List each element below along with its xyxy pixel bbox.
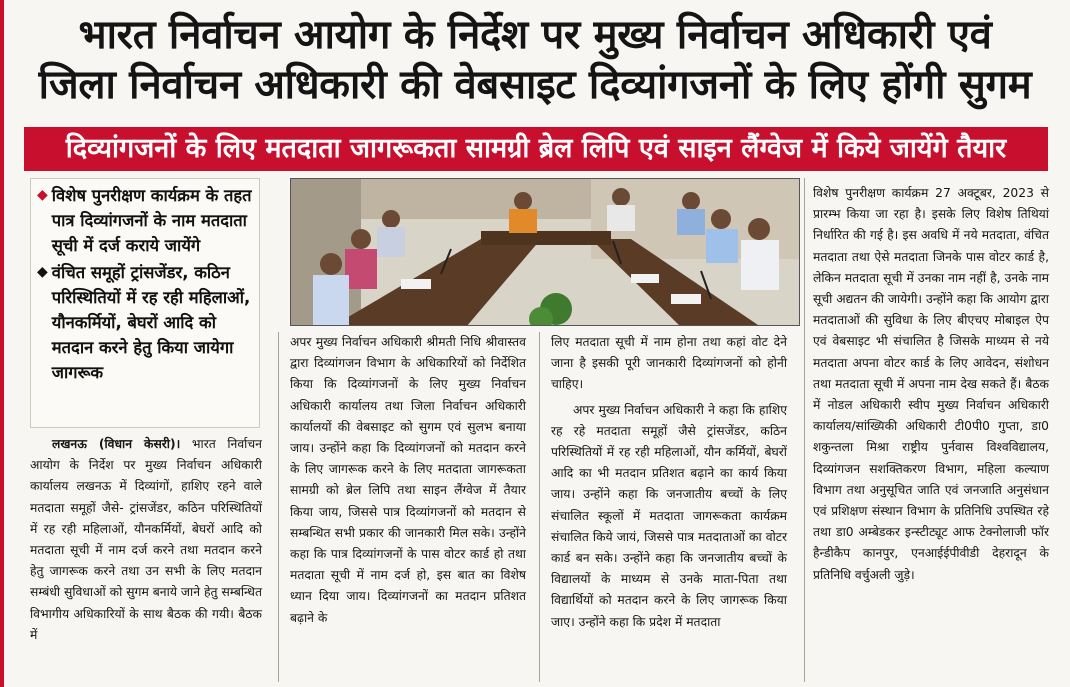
- article-column-2: [290, 332, 526, 629]
- subheadline-banner: दिव्यांगजनों के लिए मतदाता जागरूकता सामग्री ब्रेल लिपि एवं साइन लैंग्वेज में किये जायेंगे तैयार: [24, 127, 1048, 171]
- headline: [10, 10, 1060, 110]
- article-paragraph: [551, 400, 787, 633]
- article-column-4: [813, 183, 1049, 586]
- column-rule: [278, 332, 279, 682]
- highlight-text: वंचित समूहों ट्रांसजेंडर, कठिन परिस्थितियों में रह रही महिलाओं, यौनकर्मियों, बेघरों आदि को मतदान करने हेतु किया जायेगा जागरूक: [51, 263, 251, 382]
- meeting-photo: [290, 178, 800, 326]
- article-text: लिए मतदाता सूची में नाम होना तथा कहां वोट देने जाना है इसकी पूरी जानकारी दिव्यांगजनों को होनी चाहिए।: [551, 335, 787, 392]
- column-rule: [539, 332, 540, 682]
- highlight-text: विशेष पुनरीक्षण कार्यक्रम के तहत पात्र दिव्यांगजनों के नाम मतदाता सूची में दर्ज कराये जायेंगे: [51, 186, 252, 255]
- headline-line-1: भारत निर्वाचन आयोग के निर्देश पर मुख्य निर्वाचन अधिकारी एवं: [78, 12, 992, 58]
- byline: लखनऊ (विधान केसरी)।: [52, 437, 181, 451]
- article-text: भारत निर्वाचन आयोग के निर्देश पर मुख्य निर्वाचन अधिकारी कार्यालय लखनऊ में दिव्यांगों, हाशिए रहने वाले मतदाता समूहों जैसे- ट्रांसजेंडर, कठिन परिस्थितियों में रह रही महिलाओं, यौनकर्मियों, बेघरों आदि को मतदाता सूची में नाम दर्ज करने तथा मतदान करने हेतु जागरूक करने तथा उन सभी के लिए मतदान सम्बंधी सुविधाओं को सुगम बनाये जाने हेतु सम्बन्धित विभागीय अधिकारियों के साथ बैठक की गयी। बैठक में: [30, 437, 262, 642]
- left-accent-bar: [0, 0, 4, 687]
- article-text: अपर मुख्य निर्वाचन अधिकारी ने कहा कि हाशिए रह रहे मतदाता समूहों जैसे ट्रांसजेंडर, कठिन परिस्थितियों में रह रही महिलाओं, यौन कर्मियों, बेघरों आदि का भी मतदान प्रतिशत बढ़ाने का कार्य किया जाय। उन्होंने कहा कि जनजातीय बच्चों के लिए संचालित स्कूलों में मतदाता जागरूकता कार्यक्रम संचालित किये जायं, जिससे पात्र मतदाताओं का वोटर कार्ड बन सके। उन्होंने कहा कि जनजातीय बच्चों के विद्यालयों के माध्यम से उनके माता-पिता तथा विद्यार्थियों को मतदान करने के लिए जागरूक किया जाए। उन्होंने कहा कि प्रदेश में मतदाता: [551, 402, 787, 629]
- headline-line-2: जिला निर्वाचन अधिकारी की वेबसाइट दिव्यांगजनों के लिए होंगी सुगम: [38, 62, 1032, 108]
- highlight-item: [37, 183, 253, 258]
- article-text: अपर मुख्य निर्वाचन अधिकारी श्रीमती निधि श्रीवास्तव द्वारा दिव्यांगजन विभाग के अधिकारियों को निर्देशित किया कि दिव्यांगजनों के लिए मुख्य निर्वाचन अधिकारी कार्यालय तथा जिला निर्वाचन अधिकारी कार्यालयों की वेबसाइट को सुगम एवं सुलभ बनाया जाय। उन्होंने कहा कि दिव्यांगजनों को मतदान करने के लिए जागरूक करने के लिए मतदाता जागरूकता सामग्री को ब्रेल लिपि तथा साइन लैंग्वेज में तैयार किया जाय, जिससे पात्र दिव्यांगजनों को मतदान से सम्बन्धित सभी प्रकार की जानकारी मिल सके। उन्होंने कहा कि पात्र दिव्यांगजनों के पास वोटर कार्ड हो तथा मतदाता सूची में नाम दर्ज हो, इस बात का विशेष ध्यान दिया जाय। दिव्यांगजनों का मतदान प्रतिशत बढ़ाने के: [290, 335, 526, 625]
- column-rule: [804, 178, 805, 682]
- article-column-1: [30, 434, 262, 646]
- article-text: विशेष पुनरीक्षण कार्यक्रम 27 अक्टूबर, 2023 से प्रारम्भ किया जा रहा है। इसके लिए विशेष तिथियां निर्धारित की गई है। इस अवधि में नये मतदाता, वंचित मतदाता तथा ऐसे मतदाता जिनके पास वोटर कार्ड है, लेकिन मतदाता सूची में उनका नाम नहीं है, उनके नाम सूची अद्यतन की जायेगी। उन्होंने कहा कि आयोग द्वारा मतदाताओं की सुविधा के लिए बीएचए मोबाइल ऐप एवं वेबसाइट भी संचालित है जिसके माध्यम से नये मतदाता अपना वोटर कार्ड के लिए आवेदन, संशोधन तथा मतदाता सूची में अपना नाम देख सकते हैं। बैठक में नोडल अधिकारी स्वीप मुख्य निर्वाचन अधिकारी कार्यालय/सांख्यिकी अधिकारी टी0पी0 गुप्ता, डा0 शकुन्तला मिश्रा राष्ट्रीय पुर्नवास विश्वविद्यालय, दिव्यांगजन सशक्तिकरण विभाग, महिला कल्याण विभाग तथा अनुसूचित जाति एवं जनजाति अनुसंधान एवं प्रशिक्षण संस्थान विभाग के प्रतिनिधि उपस्थित रहे तथा डा0 अम्बेडकर इन्स्टीट्यूट आफ टेक्नोलाजी फॉर हैन्डीकैप कानपुर, एनआईईपीवीडी देहरादून के प्रतिनिधि वर्चुअली जुड़े।: [813, 186, 1049, 582]
- highlights-box: [30, 178, 260, 428]
- highlight-item: [37, 260, 253, 385]
- article-column-3: [551, 332, 787, 633]
- diamond-bullet-icon: ◆: [37, 187, 48, 203]
- diamond-bullet-icon: ◆: [37, 264, 48, 280]
